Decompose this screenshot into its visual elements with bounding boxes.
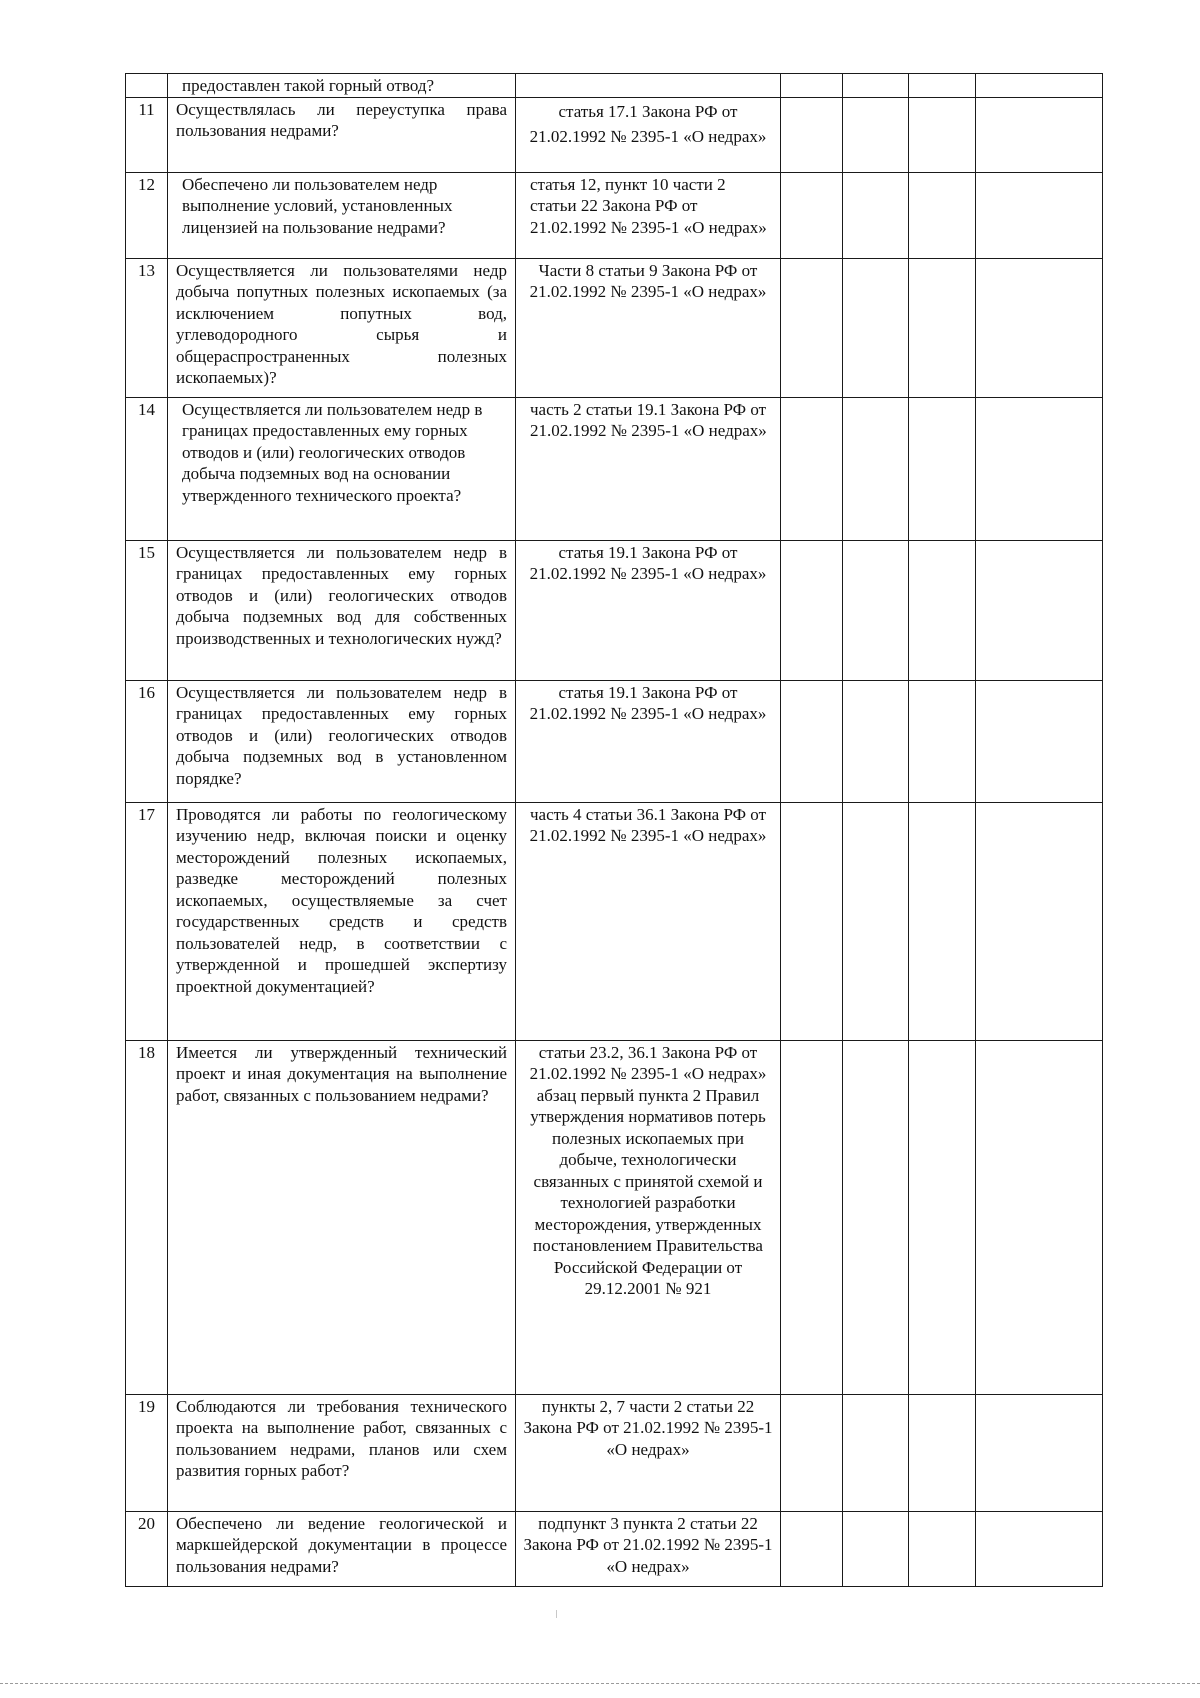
page-bottom-edge bbox=[0, 1683, 1200, 1684]
row-number: 20 bbox=[126, 1511, 168, 1586]
legal-reference-text: статья 19.1 Закона РФ от 21.02.1992 № 2395-1 «О недрах» bbox=[529, 542, 767, 583]
answer-cell bbox=[781, 1040, 843, 1394]
notes-cell bbox=[976, 258, 1103, 397]
table-row bbox=[126, 172, 1103, 258]
notes-cell bbox=[976, 540, 1103, 680]
answer-cell bbox=[781, 97, 843, 172]
question-text: Осуществляется ли пользователем недр в границах предоставленных ему горных отводов и (или) геологических отводов добыча подземных вод в установленном порядке? bbox=[168, 680, 516, 802]
legal-reference-text: статья 17.1 Закона РФ от 21.02.1992 № 2395-1 «О недрах» bbox=[529, 101, 767, 146]
question-text: Осуществляется ли пользователями недр добыча попутных полезных ископаемых (за исключением попутных вод, углеводородного сырья и общераспространенных полезных ископаемых)? bbox=[168, 258, 516, 397]
answer-cell bbox=[781, 258, 843, 397]
legal-reference bbox=[516, 1511, 781, 1586]
row-number bbox=[126, 74, 168, 98]
legal-reference-text: часть 2 статьи 19.1 Закона РФ от 21.02.1992 № 2395-1 «О недрах» bbox=[530, 399, 767, 440]
table-row bbox=[126, 540, 1103, 680]
checklist-table bbox=[125, 73, 1103, 1587]
row-number: 12 bbox=[126, 172, 168, 258]
answer-cell bbox=[843, 1394, 909, 1511]
answer-cell bbox=[909, 1511, 976, 1586]
row-number: 18 bbox=[126, 1040, 168, 1394]
question-text: Имеется ли утвержденный технический проект и иная документация на выполнение работ, связанных с пользованием недрами? bbox=[168, 1040, 516, 1394]
answer-cell bbox=[843, 74, 909, 98]
question-text: Проводятся ли работы по геологическому изучению недр, включая поиски и оценку месторождений полезных ископаемых, разведке месторождений полезных ископаемых, осуществляемые за счет государственных средств и средств пользователей недр, в соответствии с утвержденной и прошедшей экспертизу проектной документацией? bbox=[168, 802, 516, 1040]
answer-cell bbox=[909, 74, 976, 98]
legal-reference bbox=[516, 397, 781, 540]
row-number: 19 bbox=[126, 1394, 168, 1511]
answer-cell bbox=[781, 1394, 843, 1511]
answer-cell bbox=[909, 97, 976, 172]
legal-reference bbox=[516, 540, 781, 680]
answer-cell bbox=[781, 74, 843, 98]
table-row bbox=[126, 258, 1103, 397]
row-number: 14 bbox=[126, 397, 168, 540]
answer-cell bbox=[843, 540, 909, 680]
table-row bbox=[126, 1511, 1103, 1586]
row-number: 16 bbox=[126, 680, 168, 802]
row-number: 11 bbox=[126, 97, 168, 172]
answer-cell bbox=[909, 1394, 976, 1511]
legal-reference bbox=[516, 172, 781, 258]
answer-cell bbox=[781, 397, 843, 540]
notes-cell bbox=[976, 172, 1103, 258]
answer-cell bbox=[909, 258, 976, 397]
legal-reference-text: Части 8 статьи 9 Закона РФ от 21.02.1992 № 2395-1 «О недрах» bbox=[529, 260, 767, 301]
notes-cell bbox=[976, 1394, 1103, 1511]
table-row bbox=[126, 680, 1103, 802]
question-text: Обеспечено ли пользователем недр выполнение условий, установленных лицензией на пользование недрами? bbox=[168, 172, 516, 258]
legal-reference-text: подпункт 3 пункта 2 статьи 22 Закона РФ от 21.02.1992 № 2395-1 «О недрах» bbox=[523, 1513, 773, 1576]
answer-cell bbox=[781, 1511, 843, 1586]
question-text: Осуществлялась ли переуступка права пользования недрами? bbox=[168, 97, 516, 172]
table-row bbox=[126, 74, 1103, 98]
question-text: Осуществляется ли пользователем недр в границах предоставленных ему горных отводов и (или) геологических отводов добыча подземных вод для собственных производственных и технологических нужд? bbox=[168, 540, 516, 680]
legal-reference bbox=[516, 74, 781, 98]
answer-cell bbox=[843, 1040, 909, 1394]
table-row bbox=[126, 1394, 1103, 1511]
answer-cell bbox=[781, 172, 843, 258]
notes-cell bbox=[976, 1511, 1103, 1586]
table-row bbox=[126, 97, 1103, 172]
legal-reference bbox=[516, 1040, 781, 1394]
legal-reference-text: статья 12, пункт 10 части 2 статьи 22 Закона РФ от 21.02.1992 № 2395-1 «О недрах» bbox=[530, 174, 767, 237]
legal-reference bbox=[516, 680, 781, 802]
answer-cell bbox=[843, 258, 909, 397]
legal-reference bbox=[516, 802, 781, 1040]
answer-cell bbox=[909, 172, 976, 258]
answer-cell bbox=[781, 540, 843, 680]
legal-reference-text: пункты 2, 7 части 2 статьи 22 Закона РФ от 21.02.1992 № 2395-1 «О недрах» bbox=[523, 1396, 773, 1459]
scan-artifact bbox=[556, 1610, 557, 1618]
legal-reference-text: часть 4 статьи 36.1 Закона РФ от 21.02.1992 № 2395-1 «О недрах» bbox=[529, 804, 767, 845]
answer-cell bbox=[843, 802, 909, 1040]
legal-reference-text: статья 19.1 Закона РФ от 21.02.1992 № 2395-1 «О недрах» bbox=[529, 682, 767, 723]
answer-cell bbox=[909, 540, 976, 680]
answer-cell bbox=[909, 1040, 976, 1394]
answer-cell bbox=[909, 680, 976, 802]
table-row bbox=[126, 397, 1103, 540]
notes-cell bbox=[976, 397, 1103, 540]
question-text: Соблюдаются ли требования технического проекта на выполнение работ, связанных с пользованием недрами, планов или схем развития горных работ? bbox=[168, 1394, 516, 1511]
question-text: Обеспечено ли ведение геологической и маркшейдерской документации в процессе пользования недрами? bbox=[168, 1511, 516, 1586]
legal-reference-text: абзац первый пункта 2 Правил утверждения нормативов потерь полезных ископаемых при добыче, технологически связанных с принятой схемой и технологией разработки месторождения, утвержденных постановлением Правительства Российской Федерации от 29.12.2001 № 921 bbox=[530, 1085, 766, 1298]
row-number: 17 bbox=[126, 802, 168, 1040]
question-text: Осуществляется ли пользователем недр в границах предоставленных ему горных отводов и (или) геологических отводов добыча подземных вод на основании утвержденного технического проекта? bbox=[168, 397, 516, 540]
legal-reference bbox=[516, 258, 781, 397]
notes-cell bbox=[976, 680, 1103, 802]
notes-cell bbox=[976, 1040, 1103, 1394]
notes-cell bbox=[976, 802, 1103, 1040]
answer-cell bbox=[909, 802, 976, 1040]
answer-cell bbox=[909, 397, 976, 540]
answer-cell bbox=[843, 172, 909, 258]
legal-reference bbox=[516, 1394, 781, 1511]
notes-cell bbox=[976, 97, 1103, 172]
question-text: предоставлен такой горный отвод? bbox=[168, 74, 516, 98]
answer-cell bbox=[843, 397, 909, 540]
row-number: 15 bbox=[126, 540, 168, 680]
row-number: 13 bbox=[126, 258, 168, 397]
answer-cell bbox=[843, 680, 909, 802]
table-row bbox=[126, 802, 1103, 1040]
legal-reference bbox=[516, 97, 781, 172]
answer-cell bbox=[781, 680, 843, 802]
checklist-sheet bbox=[125, 73, 1102, 1587]
answer-cell bbox=[843, 1511, 909, 1586]
table-row bbox=[126, 1040, 1103, 1394]
legal-reference-text: статьи 23.2, 36.1 Закона РФ от 21.02.1992 № 2395-1 «О недрах» bbox=[529, 1042, 767, 1083]
answer-cell bbox=[781, 802, 843, 1040]
notes-cell bbox=[976, 74, 1103, 98]
answer-cell bbox=[843, 97, 909, 172]
